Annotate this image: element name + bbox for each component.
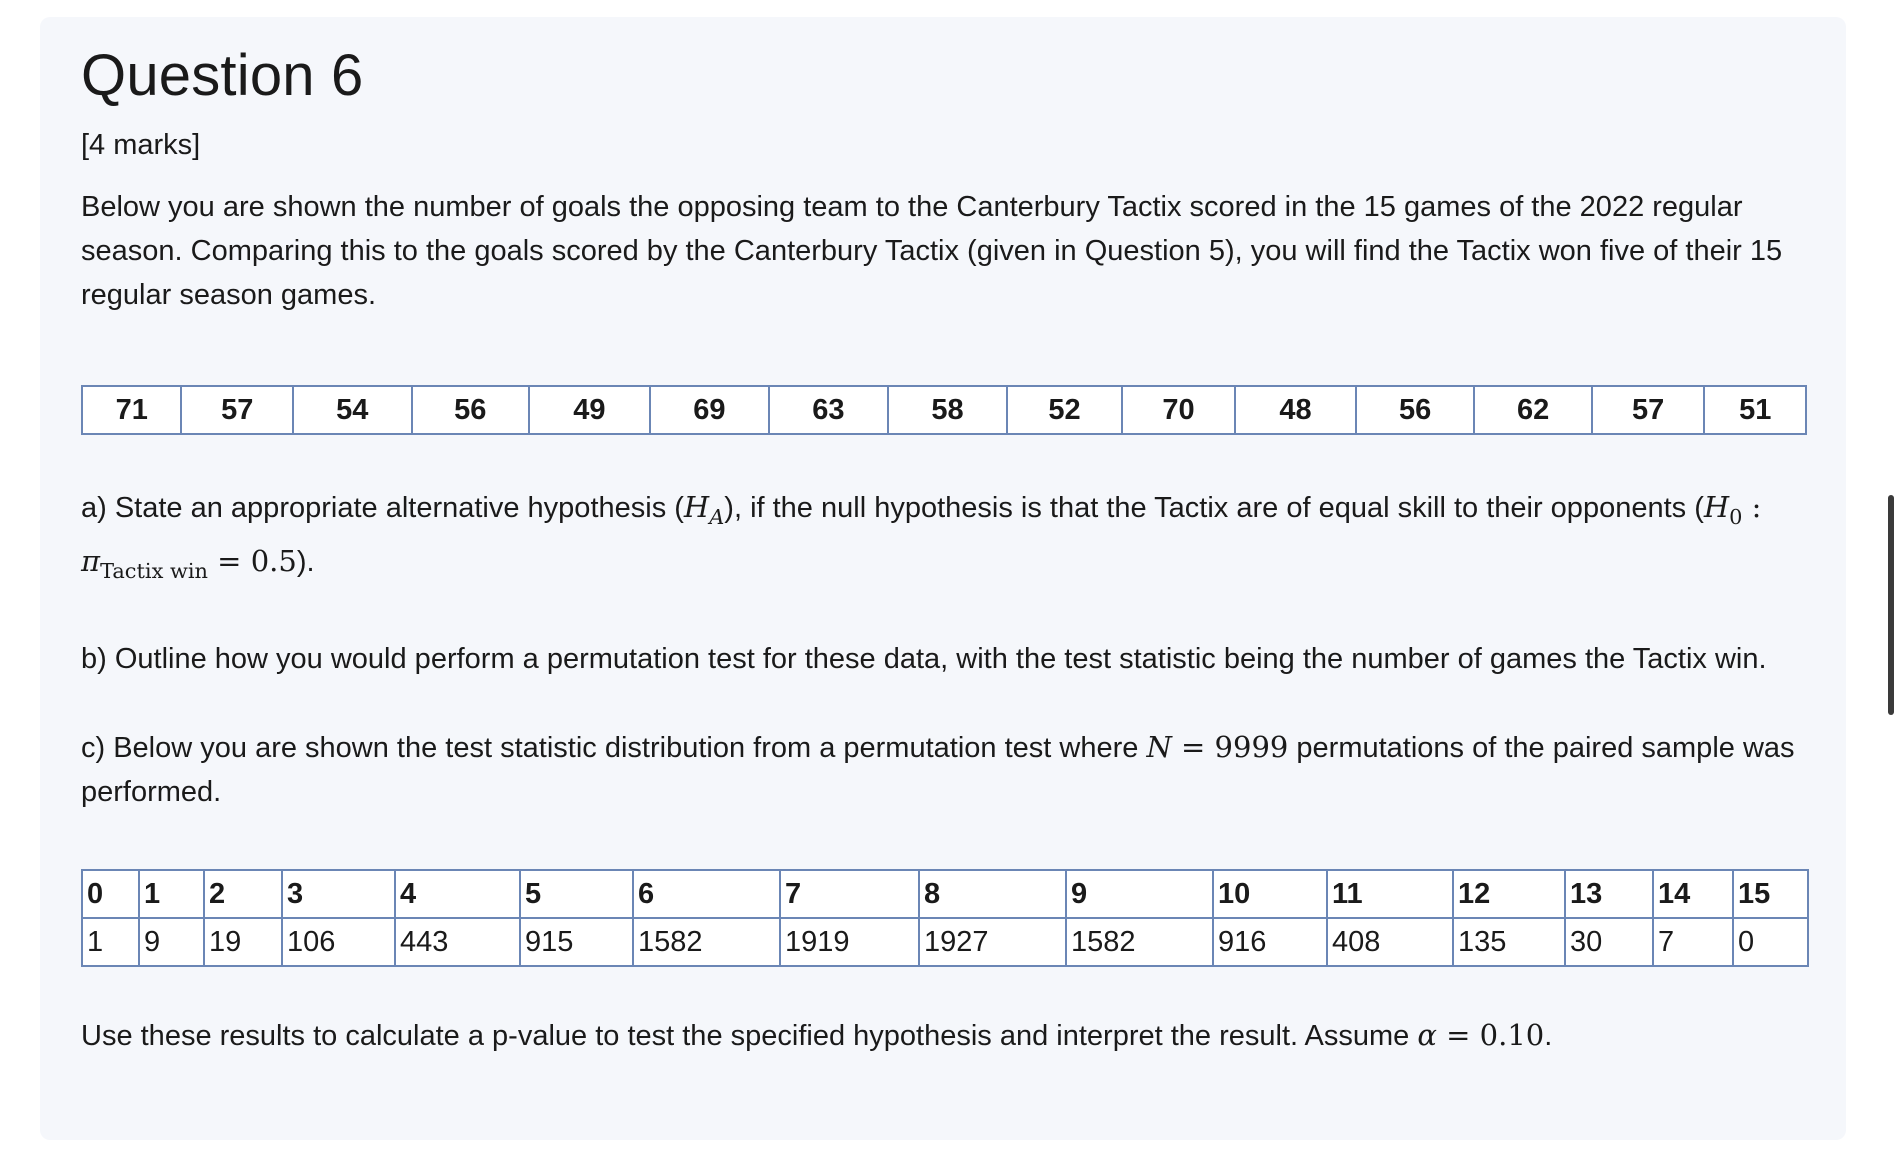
ha-math: $H_A$ (683, 490, 725, 530)
distribution-count-cell: 106 (282, 918, 395, 966)
intro-paragraph: Below you are shown the number of goals the opposing team to the Canterbury Tactix scored in the 15 games of the 2022 regular season. Comparing this to the goals scored by the Canterbury Tactix (given in Question 5), you will find the Tactix won five of their 15 regular season games. (81, 191, 1783, 312)
goals-cell: 52 (1007, 386, 1122, 434)
goals-cell: 56 (1356, 386, 1475, 434)
distribution-count-cell: 915 (520, 918, 633, 966)
h0-math: $H_0$ : $\pi_{Tactix win} = 0.5$ (81, 490, 1762, 584)
distribution-header-cell: 11 (1327, 870, 1453, 918)
distribution-count-cell: 7 (1653, 918, 1733, 966)
distribution-header-row (82, 870, 1808, 918)
goals-cell: 49 (529, 386, 650, 434)
question-card (40, 17, 1846, 1140)
distribution-count-cell: 916 (1213, 918, 1327, 966)
goals-cell: 71 (82, 386, 181, 434)
distribution-header-cell: 6 (633, 870, 780, 918)
question-content (81, 17, 1807, 1058)
distribution-header-cell: 3 (282, 870, 395, 918)
distribution-header-cell: 1 (139, 870, 204, 918)
goals-cell: 62 (1474, 386, 1592, 434)
distribution-count-cell: 1 (82, 918, 139, 966)
distribution-count-cell: 1919 (780, 918, 919, 966)
question-title: Question 6 (81, 43, 364, 108)
goals-cell: 57 (1592, 386, 1705, 434)
final-instruction-text: Use these results to calculate a p-value to test the specified hypothesis and interpret the result. Assume α = 0.10. (81, 1018, 1553, 1053)
distribution-header-cell: 7 (780, 870, 919, 918)
goals-cell: 63 (769, 386, 888, 434)
marks-label: [4 marks] (81, 128, 201, 161)
distribution-header-cell: 15 (1733, 870, 1808, 918)
goals-cell: 70 (1122, 386, 1236, 434)
distribution-header-cell: 10 (1213, 870, 1327, 918)
distribution-header-cell: 13 (1565, 870, 1653, 918)
part-a-text: a) State an appropriate alternative hypothesis $(H_A)$, if the null hypothesis is that the Tactix are of equal skill to their opponents ($H_0$ : $\pi_{Tactix win} = 0.5$). (81, 490, 1762, 584)
alpha-math: α = 0.10 (1417, 1018, 1545, 1053)
distribution-header-cell: 8 (919, 870, 1066, 918)
goals-row (82, 386, 1806, 434)
goals-cell: 48 (1235, 386, 1356, 434)
distribution-header-cell: 0 (82, 870, 139, 918)
distribution-count-cell: 443 (395, 918, 520, 966)
goals-cell: 58 (888, 386, 1008, 434)
goals-cell: 54 (293, 386, 412, 434)
distribution-count-row (82, 918, 1808, 966)
distribution-header-cell: 4 (395, 870, 520, 918)
distribution-header-cell: 14 (1653, 870, 1733, 918)
permutation-distribution-table (81, 869, 1809, 967)
goals-cell: 69 (650, 386, 770, 434)
distribution-count-cell: 0 (1733, 918, 1808, 966)
distribution-header-cell: 9 (1066, 870, 1213, 918)
distribution-count-cell: 1582 (1066, 918, 1213, 966)
vertical-scrollbar[interactable] (1888, 495, 1894, 715)
distribution-count-cell: 1582 (633, 918, 780, 966)
distribution-header-cell: 12 (1453, 870, 1565, 918)
part-c-text: c) Below you are shown the test statistic distribution from a permutation test where N = 9999 permutations of the paired sample was performed. (81, 730, 1795, 809)
n-math: N = 9999 (1146, 730, 1289, 765)
distribution-count-cell: 30 (1565, 918, 1653, 966)
distribution-count-cell: 19 (204, 918, 282, 966)
opponent-goals-table (81, 385, 1807, 435)
distribution-header-cell: 5 (520, 870, 633, 918)
goals-cell: 56 (412, 386, 530, 434)
distribution-count-cell: 408 (1327, 918, 1453, 966)
part-b-text: b) Outline how you would perform a permutation test for these data, with the test statistic being the number of games the Tactix win. (81, 643, 1767, 676)
distribution-header-cell: 2 (204, 870, 282, 918)
distribution-count-cell: 1927 (919, 918, 1066, 966)
distribution-count-cell: 9 (139, 918, 204, 966)
distribution-count-cell: 135 (1453, 918, 1565, 966)
goals-cell: 51 (1704, 386, 1806, 434)
goals-cell: 57 (181, 386, 293, 434)
